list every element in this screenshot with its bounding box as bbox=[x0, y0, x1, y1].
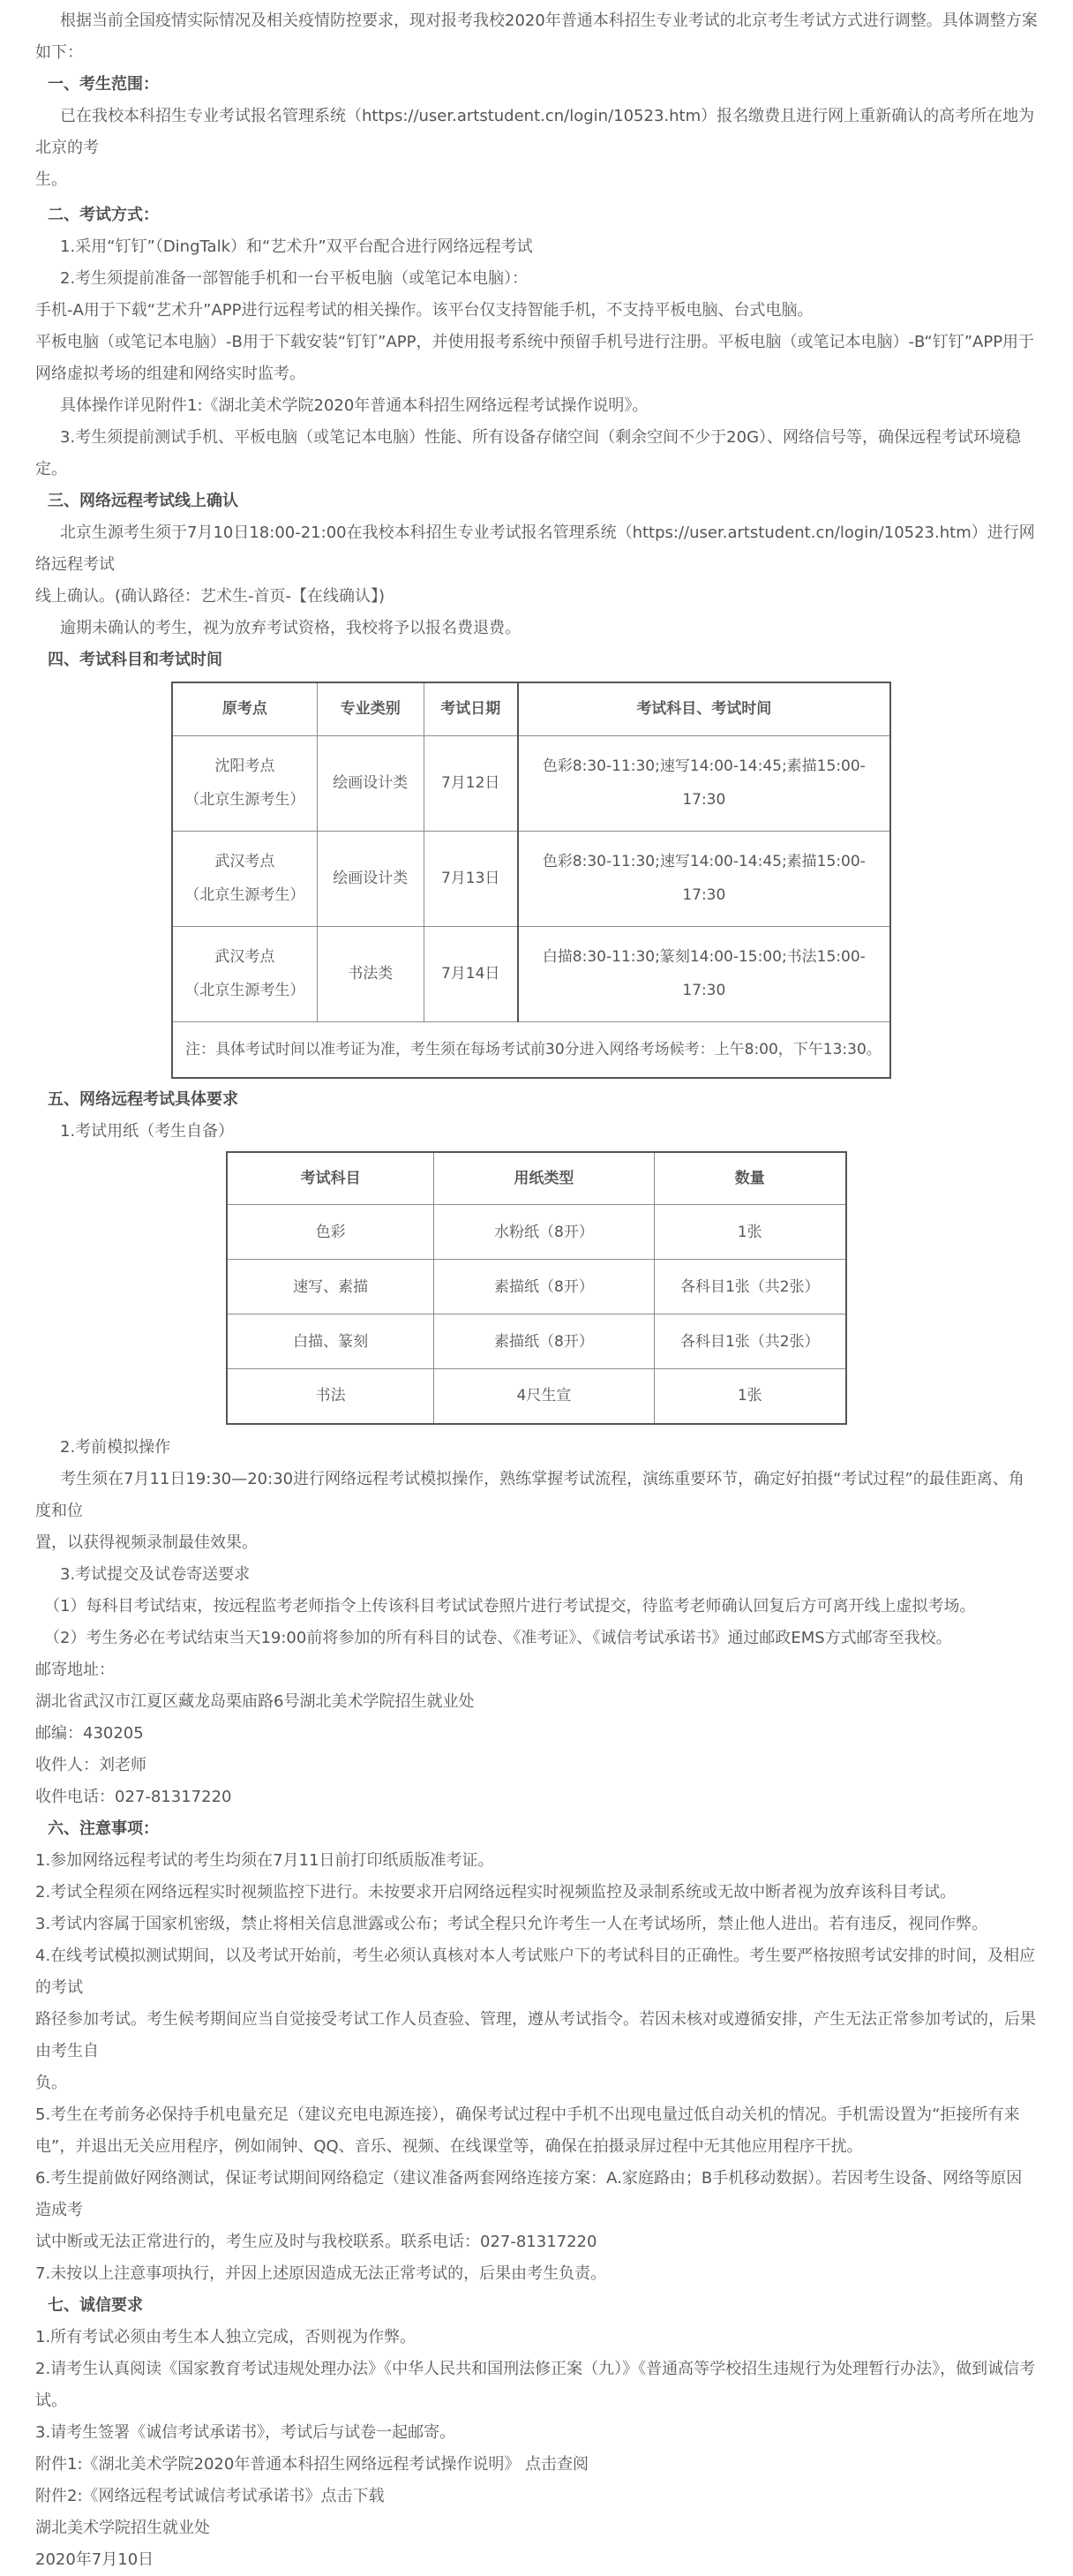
confirm-line: 逾期未确认的考生，视为放弃考试资格，我校将予以报名费退费。 bbox=[60, 619, 521, 637]
table-cell-site bbox=[172, 926, 317, 1021]
table-row bbox=[172, 735, 890, 831]
notes-line: 5.考生在考前务必保持手机电量充足（建议充电电源连接），确保考试过程中手机不出现电量过低自动关机的情况。手机需设置为“拒接所有来 bbox=[35, 2105, 1020, 2124]
section-heading-schedule: 四、考试科目和考试时间 bbox=[48, 651, 222, 669]
site-origin: （北京生源考生） bbox=[184, 982, 305, 999]
section-heading-integrity: 七、诚信要求 bbox=[48, 2295, 143, 2315]
section-heading-requirements: 五、网络远程考试具体要求 bbox=[48, 1089, 238, 1109]
integrity-line: 3.请考生签署《诚信考试承诺书》，考试后与试卷一起邮寄。 bbox=[35, 2422, 456, 2442]
notes-line: 2.考试全程须在网络远程实时视频监控下进行。未按要求开启网络远程实时视频监控及录制系统或无故中断者视为放弃该科目考试。 bbox=[35, 1882, 957, 1902]
signature-org: 湖北美术学院招生就业处 bbox=[35, 2518, 210, 2537]
mail-line: 邮寄地址： bbox=[35, 1660, 115, 1679]
table-cell-date: 7月14日 bbox=[424, 926, 517, 1021]
scope-line: 生。 bbox=[35, 170, 67, 189]
method-line: 网络虚拟考场的组建和网络实时监考。 bbox=[35, 365, 305, 383]
table-cell-subject: 书法 bbox=[227, 1369, 434, 1424]
mail-line: 收件人：刘老师 bbox=[35, 1755, 146, 1774]
method-line: 1.采用“钉钉”（DingTalk）和“艺术升”双平台配合进行网络远程考试 bbox=[60, 237, 533, 256]
table-cell-quantity: 各科目1张（共2张） bbox=[654, 1314, 846, 1369]
table-header-cell: 考试科目、考试时间 bbox=[518, 682, 890, 735]
integrity-line: 1.所有考试必须由考生本人独立完成，否则视为作弊。 bbox=[35, 2327, 416, 2346]
requirements-subheading: 3.考试提交及试卷寄送要求 bbox=[60, 1564, 251, 1584]
table-note: 注：具体考试时间以准考证为准，考生须在每场考试前30分进入网络考场候考：上午8:00，下午13:30。 bbox=[172, 1021, 890, 1078]
table-cell-subject: 色彩 bbox=[227, 1205, 434, 1260]
site-name: 沈阳考点 bbox=[214, 757, 275, 775]
notes-line: 路径参加考试。考生候考期间应当自觉接受考试工作人员查验、管理，遵从考试指令。若因未核对或遵循安排，产生无法正常参加考试的，后果由考生自 bbox=[35, 2009, 1036, 2060]
notes-line: 7.未按以上注意事项执行，并因上述原因造成无法正常考试的，后果由考生负责。 bbox=[35, 2263, 607, 2283]
table-row bbox=[227, 1205, 846, 1260]
table-cell-site bbox=[172, 831, 317, 926]
table-row bbox=[227, 1260, 846, 1314]
integrity-line: 试。 bbox=[35, 2391, 67, 2410]
mail-line: 湖北省武汉市江夏区藏龙岛栗庙路6号湖北美术学院招生就业处 bbox=[35, 1691, 475, 1711]
notes-line: 4.在线考试模拟测试期间，以及考试开始前，考生必须认真核对本人考试账户下的考试科目的正确性。考生要严格按照考试安排的时间，及相应的考试 bbox=[35, 1946, 1036, 1997]
requirements-subheading: 2.考前模拟操作 bbox=[60, 1437, 171, 1457]
notes-line: 1.参加网络远程考试的考生均须在7月11日前打印纸质版准考证。 bbox=[35, 1850, 494, 1870]
table-header-cell: 用纸类型 bbox=[434, 1152, 654, 1205]
method-line: 2.考生须提前准备一部智能手机和一台平板电脑（或笔记本电脑）： bbox=[60, 269, 529, 288]
notes-line: 电”，并退出无关应用程序，例如闹钟、QQ、音乐、视频、在线课堂等，确保在拍摄录屏过程中无其他应用程序干扰。 bbox=[35, 2136, 863, 2156]
integrity-line: 2.请考生认真阅读《国家教育考试违规处理办法》《中华人民共和国刑法修正案（九）》《普通高等学校招生违规行为处理暂行办法》，做到诚信考 bbox=[35, 2359, 1036, 2378]
confirm-line: 北京生源考生须于7月10日18:00-21:00在我校本科招生专业考试报名管理系统（https://user.artstudent.cn/login/10523.htm）进行网络远程考试 bbox=[35, 523, 1035, 574]
table-header-row bbox=[172, 682, 890, 735]
section-heading-method: 二、考试方式： bbox=[48, 206, 159, 224]
table-row bbox=[172, 926, 890, 1021]
notes-line: 负。 bbox=[35, 2073, 67, 2092]
table-header-cell: 数量 bbox=[654, 1152, 846, 1205]
submission-line: （2）考生务必在考试结束当天19:00前将参加的所有科目的试卷、《准考证》、《诚信考试承诺书》通过邮政EMS方式邮寄至我校。 bbox=[44, 1628, 952, 1647]
table-cell-schedule: 色彩8:30-11:30;速写14:00-14:45;素描15:00-17:30 bbox=[518, 735, 890, 831]
table-cell-date: 7月12日 bbox=[424, 735, 517, 831]
method-line: 手机-A用于下载“艺术升”APP进行远程考试的相关操作。该平台仅支持智能手机，不支持平板电脑、台式电脑。 bbox=[35, 301, 814, 320]
method-line: 具体操作详见附件1:《湖北美术学院2020年普通本科招生网络远程考试操作说明》。 bbox=[60, 396, 649, 415]
table-cell-schedule: 色彩8:30-11:30;速写14:00-14:45;素描15:00-17:30 bbox=[518, 831, 890, 926]
scope-line: 已在我校本科招生专业考试报名管理系统（https://user.artstudent.cn/login/10523.htm）报名缴费且进行网上重新确认的高考所在地为北京的考 bbox=[35, 107, 1035, 157]
mail-line: 收件电话：027-81317220 bbox=[35, 1787, 232, 1806]
table-cell-paper: 素描纸（8开） bbox=[434, 1314, 654, 1369]
table-cell-site bbox=[172, 735, 317, 831]
paper-table bbox=[226, 1151, 847, 1425]
site-name: 武汉考点 bbox=[214, 948, 275, 966]
table-note-row bbox=[172, 1021, 890, 1078]
method-line: 3.考生须提前测试手机、平板电脑（或笔记本电脑）性能、所有设备存储空间（剩余空间不少于20G）、网络信号等，确保远程考试环境稳定。 bbox=[35, 428, 1022, 478]
method-line: 平板电脑（或笔记本电脑）-B用于下载安装“钉钉”APP，并使用报考系统中预留手机号进行注册。平板电脑（或笔记本电脑）-B“钉钉”APP用于 bbox=[35, 333, 1035, 351]
submission-line: （1）每科目考试结束，按远程监考老师指令上传该科目考试试卷照片进行考试提交，待监考老师确认回复后方可离开线上虚拟考场。 bbox=[44, 1596, 976, 1616]
notes-line: 3.考试内容属于国家机密级，禁止将相关信息泄露或公布；考试全程只允许考生一人在考试场所，禁止他人进出。若有违反，视同作弊。 bbox=[35, 1914, 988, 1933]
table-cell-quantity: 1张 bbox=[654, 1205, 846, 1260]
table-cell-subject: 白描、篆刻 bbox=[227, 1314, 434, 1369]
schedule-table-wrapper bbox=[171, 682, 1038, 1079]
mail-line: 邮编：430205 bbox=[35, 1723, 144, 1743]
table-header-cell: 专业类别 bbox=[317, 682, 424, 735]
table-header-cell: 考试科目 bbox=[227, 1152, 434, 1205]
table-row bbox=[227, 1314, 846, 1369]
site-name: 武汉考点 bbox=[214, 853, 275, 870]
table-header-row bbox=[227, 1152, 846, 1205]
table-cell-category: 书法类 bbox=[317, 926, 424, 1021]
table-header-cell: 考试日期 bbox=[424, 682, 517, 735]
table-cell-paper: 素描纸（8开） bbox=[434, 1260, 654, 1314]
table-row bbox=[172, 831, 890, 926]
table-cell-quantity: 1张 bbox=[654, 1369, 846, 1424]
table-cell-category: 绘画设计类 bbox=[317, 735, 424, 831]
schedule-table bbox=[171, 682, 891, 1079]
requirements-subheading: 1.考试用纸（考生自备） bbox=[60, 1121, 235, 1141]
confirm-line: 线上确认。(确认路径：艺术生-首页-【在线确认】) bbox=[35, 587, 386, 606]
table-cell-paper: 4尺生宣 bbox=[434, 1369, 654, 1424]
section-heading-scope: 一、考生范围： bbox=[48, 75, 159, 94]
signature-date: 2020年7月10日 bbox=[35, 2550, 154, 2569]
section-heading-notes: 六、注意事项： bbox=[48, 1819, 159, 1838]
simulation-line: 置，以获得视频录制最佳效果。 bbox=[35, 1533, 258, 1552]
paper-table-wrapper bbox=[226, 1151, 1038, 1425]
site-origin: （北京生源考生） bbox=[184, 886, 305, 904]
attachment-link-2[interactable]: 附件2:《网络远程考试诚信考试承诺书》点击下载 bbox=[35, 2486, 385, 2505]
notes-line: 试中断或无法正常进行的，考生应及时与我校联系。联系电话：027-81317220 bbox=[35, 2232, 597, 2251]
table-cell-quantity: 各科目1张（共2张） bbox=[654, 1260, 846, 1314]
table-cell-schedule: 白描8:30-11:30;篆刻14:00-15:00;书法15:00-17:30 bbox=[518, 926, 890, 1021]
section-heading-confirm: 三、网络远程考试线上确认 bbox=[48, 492, 238, 510]
table-row bbox=[227, 1369, 846, 1424]
notes-line: 6.考生提前做好网络测试，保证考试期间网络稳定（建议准备两套网络连接方案：A.家庭路由；B手机移动数据）。若因考生设备、网络等原因造成考 bbox=[35, 2168, 1023, 2219]
table-cell-category: 绘画设计类 bbox=[317, 831, 424, 926]
table-cell-paper: 水粉纸（8开） bbox=[434, 1205, 654, 1260]
simulation-line: 考生须在7月11日19:30—20:30进行网络远程考试模拟操作，熟练掌握考试流程，演练重要环节，确定好拍摄“考试过程”的最佳距离、角度和位 bbox=[35, 1469, 1024, 1520]
intro-paragraph: 根据当前全国疫情实际情况及相关疫情防控要求，现对报考我校2020年普通本科招生专业考试的北京考生考试方式进行调整。具体调整方案如下： bbox=[35, 11, 1038, 62]
attachment-link-1[interactable]: 附件1:《湖北美术学院2020年普通本科招生网络远程考试操作说明》 点击查阅 bbox=[35, 2454, 589, 2474]
table-header-cell: 原考点 bbox=[172, 682, 317, 735]
site-origin: （北京生源考生） bbox=[184, 791, 305, 809]
table-cell-subject: 速写、素描 bbox=[227, 1260, 434, 1314]
table-cell-date: 7月13日 bbox=[424, 831, 517, 926]
